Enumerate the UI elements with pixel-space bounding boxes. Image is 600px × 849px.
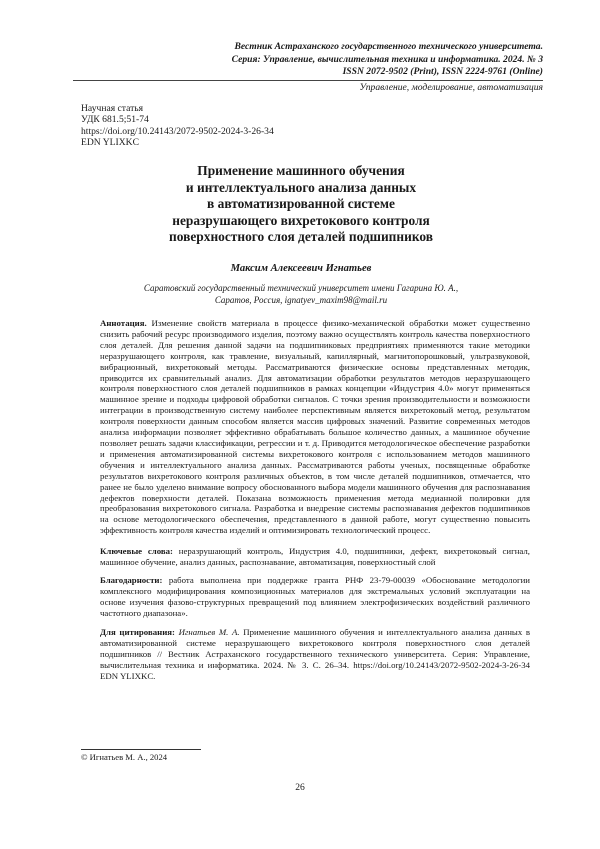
- page-number: 26: [295, 782, 305, 793]
- article-meta: [81, 103, 274, 149]
- article-title: [60, 163, 542, 246]
- citation-author: Игнатьев М. А.: [178, 627, 240, 637]
- journal-issn: ISSN 2072-9502 (Print), ISSN 2224-9761 (Online): [73, 66, 543, 81]
- footnote-divider: [81, 749, 201, 750]
- author-name: Максим Алексеевич Игнатьев: [230, 263, 372, 274]
- keywords-text: неразрушающий контроль, Индустрия 4.0, подшипники, дефект, вихретоковый сигнал, машинное обучение, анализ данных, распознавание, автоматизация, поверхностный слой: [100, 546, 531, 567]
- journal-header: [73, 41, 543, 94]
- journal-name: Вестник Астраханского государственного технического университета.: [234, 41, 543, 52]
- acknowledgments-text: работа выполнена при поддержке гранта РНФ 23-79-00039 «Обоснование методологии комплексного модифицирования композиционных материалов для экстремальных условий эксплуатации на основе изучения фазово-структурных превращений под влиянием электрофизических воздействий различного частотного диапазона».: [100, 575, 530, 618]
- affiliation-line: Саратовский государственный технический университет имени Гагарина Ю. А.,: [143, 283, 459, 293]
- citation-text: Применение машинного обучения и интеллектуального анализа данных в автоматизированной системе неразрушающего вихретокового контроля поверхностного слоя деталей подшипников // Вестник Астраханского государственного технического университета. Серия: Управление, вычислительная техника и информатика. 2024. № 3. С. 26–34. https://doi.org/10.24143/2072-9502-2024-3-26-34 EDN YLIXKC.: [100, 627, 531, 681]
- edn: EDN YLIXKC: [81, 137, 139, 149]
- copyright-footnote: © Игнатьев М. А., 2024: [81, 752, 168, 762]
- keywords: [100, 546, 530, 568]
- acknowledgments: [100, 575, 530, 619]
- abstract-text: Изменение свойств материала в процессе физико-механической обработки может существенно снизить рабочий ресурс производимого изделия, поэтому важно осуществлять контроль качества поверхностного слоя деталей. Для решения данной задачи на подшипниковых предприятиях применяются такие методики неразрушающего контроля, как травление, визуальный, капиллярный, магнитопорошковый, ультразвуковой, вибрационный, вихретоковый методы. Рассматриваются физические основы представленных методик, приводится их сравнительный анализ. Для автоматизации обработки результатов методов неразрушающего контроля поверхностного слоя деталей подшипников в рамках концепции «Индустрия 4.0» могут применяться машинное зрение и подходы цифровой обработки сигналов. С точки зрения производительности и возможности интеграции в производственную систему наиболее перспективным является вихретоковый метод, результатом контроля поверхности данным способом является массив цифровых значений. Развитие современных методов анализа информации позволяет эффективно обрабатывать большое количество данных, а машинное обучение позволяет решать задачи классификации, регрессии и т. д. Приводится методологическое обеспечение разработки и применения автоматизированной системы вихретокового контроля с использованием методов машинного обучения и интеллектуального анализа данных. Рассматриваются работы ученых, посвященные обработке результатов вихретокового контроля различных объектов, в том числе деталей подшипников, отмечается, что ранее не было уделено внимание вопросу обоснованного выбора модели машинного обучения для распознавания дефектов поверхности деталей. Показана возможность применения метода медианной полировки для преобразования вихретокового сигнала. Разработка и внедрение системы распознавания дефектов подшипников на основе методологического обеспечения, представленного в данной работе, могут существенно повысить эффективность контроля качества изделий и оптимизировать технологический процесс.: [100, 318, 530, 536]
- keywords-label: Ключевые слова:: [100, 546, 173, 556]
- title-line: и интеллектуального анализа данных: [185, 179, 417, 195]
- affiliation-line: Саратов, Россия, ignatyev_maxim98@mail.ru: [214, 294, 388, 305]
- article-type: Научная статья: [81, 103, 144, 114]
- title-line: поверхностного слоя деталей подшипников: [169, 229, 433, 245]
- title-line: Применение машинного обучения: [197, 163, 405, 178]
- title-line: в автоматизированной системе: [207, 196, 395, 212]
- citation-label: Для цитирования:: [100, 627, 175, 637]
- author-affiliation: [60, 283, 542, 306]
- journal-series: Серия: Управление, вычислительная техника и информатика. 2024. № 3: [231, 53, 543, 65]
- title-line: неразрушающего вихретокового контроля: [172, 212, 430, 228]
- udk: УДК 681.5;51-74: [81, 114, 149, 126]
- abstract: [100, 318, 530, 536]
- journal-section: Управление, моделирование, автоматизация: [359, 81, 543, 93]
- abstract-label: Аннотация.: [100, 318, 147, 328]
- citation: [100, 627, 530, 682]
- doi-link[interactable]: https://doi.org/10.24143/2072-9502-2024-3-26-34: [81, 125, 274, 137]
- acknowledgments-label: Благодарности:: [100, 575, 163, 585]
